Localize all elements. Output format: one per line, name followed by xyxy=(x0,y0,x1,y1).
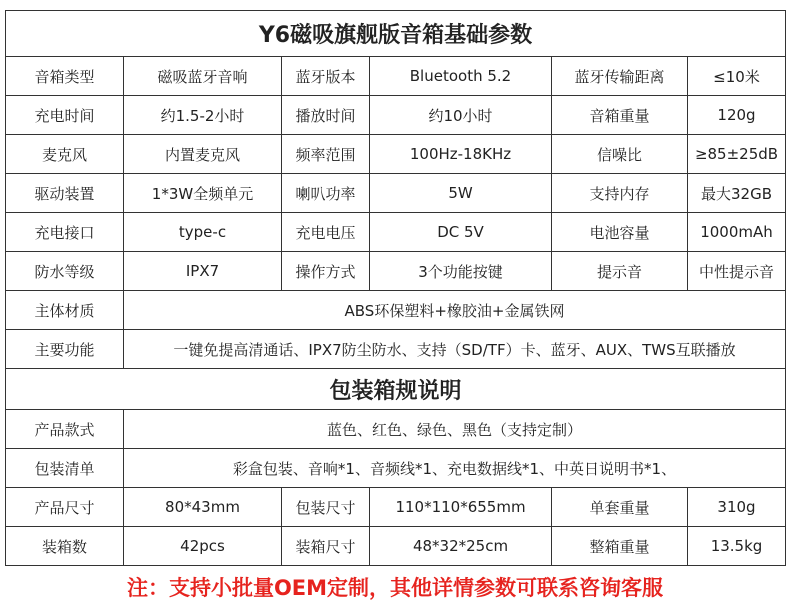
spec-label: 蓝牙传输距离 xyxy=(552,57,688,96)
page-title: Y6磁吸旗舰版音箱基础参数 xyxy=(6,11,786,57)
spec-label: 麦克风 xyxy=(6,135,124,174)
spec-label: 驱动装置 xyxy=(6,174,124,213)
spec-value: 80*43mm xyxy=(124,488,282,527)
spec-value: ≤10米 xyxy=(688,57,786,96)
table-row xyxy=(6,57,786,96)
spec-label: 包装清单 xyxy=(6,449,124,488)
spec-label: 装箱尺寸 xyxy=(282,527,370,566)
table-row xyxy=(6,330,786,369)
spec-value: DC 5V xyxy=(370,213,552,252)
spec-value: 约1.5-2小时 xyxy=(124,96,282,135)
spec-value: 13.5kg xyxy=(688,527,786,566)
table-row xyxy=(6,96,786,135)
table-row xyxy=(6,291,786,330)
spec-label: 音箱重量 xyxy=(552,96,688,135)
section-title: 包装箱规说明 xyxy=(6,369,786,410)
table-row xyxy=(6,252,786,291)
spec-value: 蓝色、红色、绿色、黑色（支持定制） xyxy=(124,410,786,449)
table-row xyxy=(6,369,786,410)
spec-label: 提示音 xyxy=(552,252,688,291)
spec-label: 包装尺寸 xyxy=(282,488,370,527)
footer-note: 注：支持小批量OEM定制，其他详情参数可联系咨询客服 xyxy=(126,576,664,600)
spec-label: 喇叭功率 xyxy=(282,174,370,213)
spec-label: 信噪比 xyxy=(552,135,688,174)
spec-label: 单套重量 xyxy=(552,488,688,527)
spec-value: 110*110*655mm xyxy=(370,488,552,527)
spec-value: type-c xyxy=(124,213,282,252)
table-row xyxy=(6,527,786,566)
spec-label: 音箱类型 xyxy=(6,57,124,96)
spec-label: 产品尺寸 xyxy=(6,488,124,527)
spec-value: 磁吸蓝牙音响 xyxy=(124,57,282,96)
spec-value: 5W xyxy=(370,174,552,213)
table-row xyxy=(6,174,786,213)
spec-label: 主要功能 xyxy=(6,330,124,369)
spec-value: 310g xyxy=(688,488,786,527)
table-row xyxy=(6,135,786,174)
spec-label: 充电接口 xyxy=(6,213,124,252)
spec-label: 充电时间 xyxy=(6,96,124,135)
spec-label: 播放时间 xyxy=(282,96,370,135)
spec-label: 电池容量 xyxy=(552,213,688,252)
spec-value: 48*32*25cm xyxy=(370,527,552,566)
spec-value: 中性提示音 xyxy=(688,252,786,291)
spec-value: 一键免提高清通话、IPX7防尘防水、支持（SD/TF）卡、蓝牙、AUX、TWS互联播放 xyxy=(124,330,786,369)
table-row xyxy=(6,213,786,252)
spec-label: 蓝牙版本 xyxy=(282,57,370,96)
spec-value: 3个功能按键 xyxy=(370,252,552,291)
spec-label: 支持内存 xyxy=(552,174,688,213)
spec-label: 主体材质 xyxy=(6,291,124,330)
spec-value: Bluetooth 5.2 xyxy=(370,57,552,96)
spec-label: 防水等级 xyxy=(6,252,124,291)
spec-value: ≥85±25dB xyxy=(688,135,786,174)
spec-value: 120g xyxy=(688,96,786,135)
spec-value: 1000mAh xyxy=(688,213,786,252)
table-row xyxy=(6,488,786,527)
table-row xyxy=(6,449,786,488)
spec-value: 内置麦克风 xyxy=(124,135,282,174)
spec-value: 约10小时 xyxy=(370,96,552,135)
spec-value: IPX7 xyxy=(124,252,282,291)
spec-value: 42pcs xyxy=(124,527,282,566)
spec-value: 彩盒包装、音响*1、音频线*1、充电数据线*1、中英日说明书*1、 xyxy=(124,449,786,488)
table-row xyxy=(6,410,786,449)
spec-label: 整箱重量 xyxy=(552,527,688,566)
spec-label: 操作方式 xyxy=(282,252,370,291)
spec-label: 频率范围 xyxy=(282,135,370,174)
spec-value: 最大32GB xyxy=(688,174,786,213)
spec-label: 产品款式 xyxy=(6,410,124,449)
spec-label: 装箱数 xyxy=(6,527,124,566)
spec-table xyxy=(5,10,786,566)
spec-value: ABS环保塑料+橡胶油+金属铁网 xyxy=(124,291,786,330)
spec-value: 1*3W全频单元 xyxy=(124,174,282,213)
spec-label: 充电电压 xyxy=(282,213,370,252)
spec-value: 100Hz-18KHz xyxy=(370,135,552,174)
